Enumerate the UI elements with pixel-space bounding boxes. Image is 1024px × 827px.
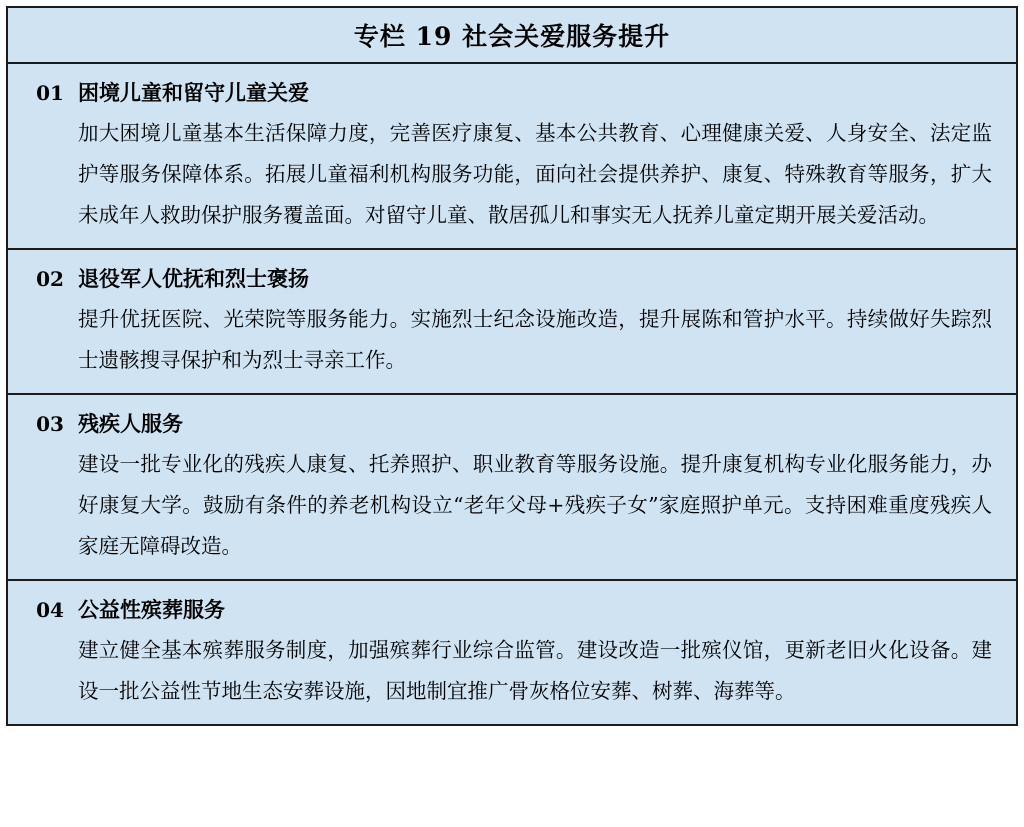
panel-title-bar — [8, 8, 1016, 64]
item-number: 04 — [36, 598, 64, 622]
item-body — [78, 260, 1002, 381]
list-item — [8, 395, 1016, 581]
list-item — [8, 250, 1016, 395]
item-number: 02 — [36, 267, 64, 291]
item-description: 建立健全基本殡葬服务制度，加强殡葬行业综合监管。建设改造一批殡仪馆，更新老旧火化设备。建设一批公益性节地生态安葬设施，因地制宜推广骨灰格位安葬、树葬、海葬等。 — [78, 638, 992, 703]
page-title: 专栏 19 社会关爱服务提升 — [353, 22, 671, 51]
item-body — [78, 74, 1002, 236]
item-body — [78, 591, 1002, 712]
item-description: 建设一批专业化的残疾人康复、托养照护、职业教育等服务设施。提升康复机构专业化服务能力，办好康复大学。鼓励有条件的养老机构设立“老年父母+残疾子女”家庭照护单元。支持困难重度残疾人家庭无障碍改造。 — [78, 452, 992, 558]
list-item — [8, 581, 1016, 724]
feature-box — [6, 6, 1018, 726]
item-heading: 困境儿童和留守儿童关爱 — [78, 80, 309, 105]
item-description: 加大困境儿童基本生活保障力度，完善医疗康复、基本公共教育、心理健康关爱、人身安全、法定监护等服务保障体系。拓展儿童福利机构服务功能，面向社会提供养护、康复、特殊教育等服务，扩大未成年人救助保护服务覆盖面。对留守儿童、散居孤儿和事实无人抚养儿童定期开展关爱活动。 — [78, 121, 992, 227]
item-heading: 公益性殡葬服务 — [78, 597, 225, 622]
list-item — [8, 64, 1016, 250]
item-heading: 退役军人优抚和烈士褒扬 — [78, 266, 309, 291]
item-heading: 残疾人服务 — [78, 411, 183, 436]
item-body — [78, 405, 1002, 567]
item-number: 03 — [36, 412, 64, 436]
item-description: 提升优抚医院、光荣院等服务能力。实施烈士纪念设施改造，提升展陈和管护水平。持续做好失踪烈士遗骸搜寻保护和为烈士寻亲工作。 — [78, 307, 992, 372]
item-number: 01 — [36, 81, 64, 105]
